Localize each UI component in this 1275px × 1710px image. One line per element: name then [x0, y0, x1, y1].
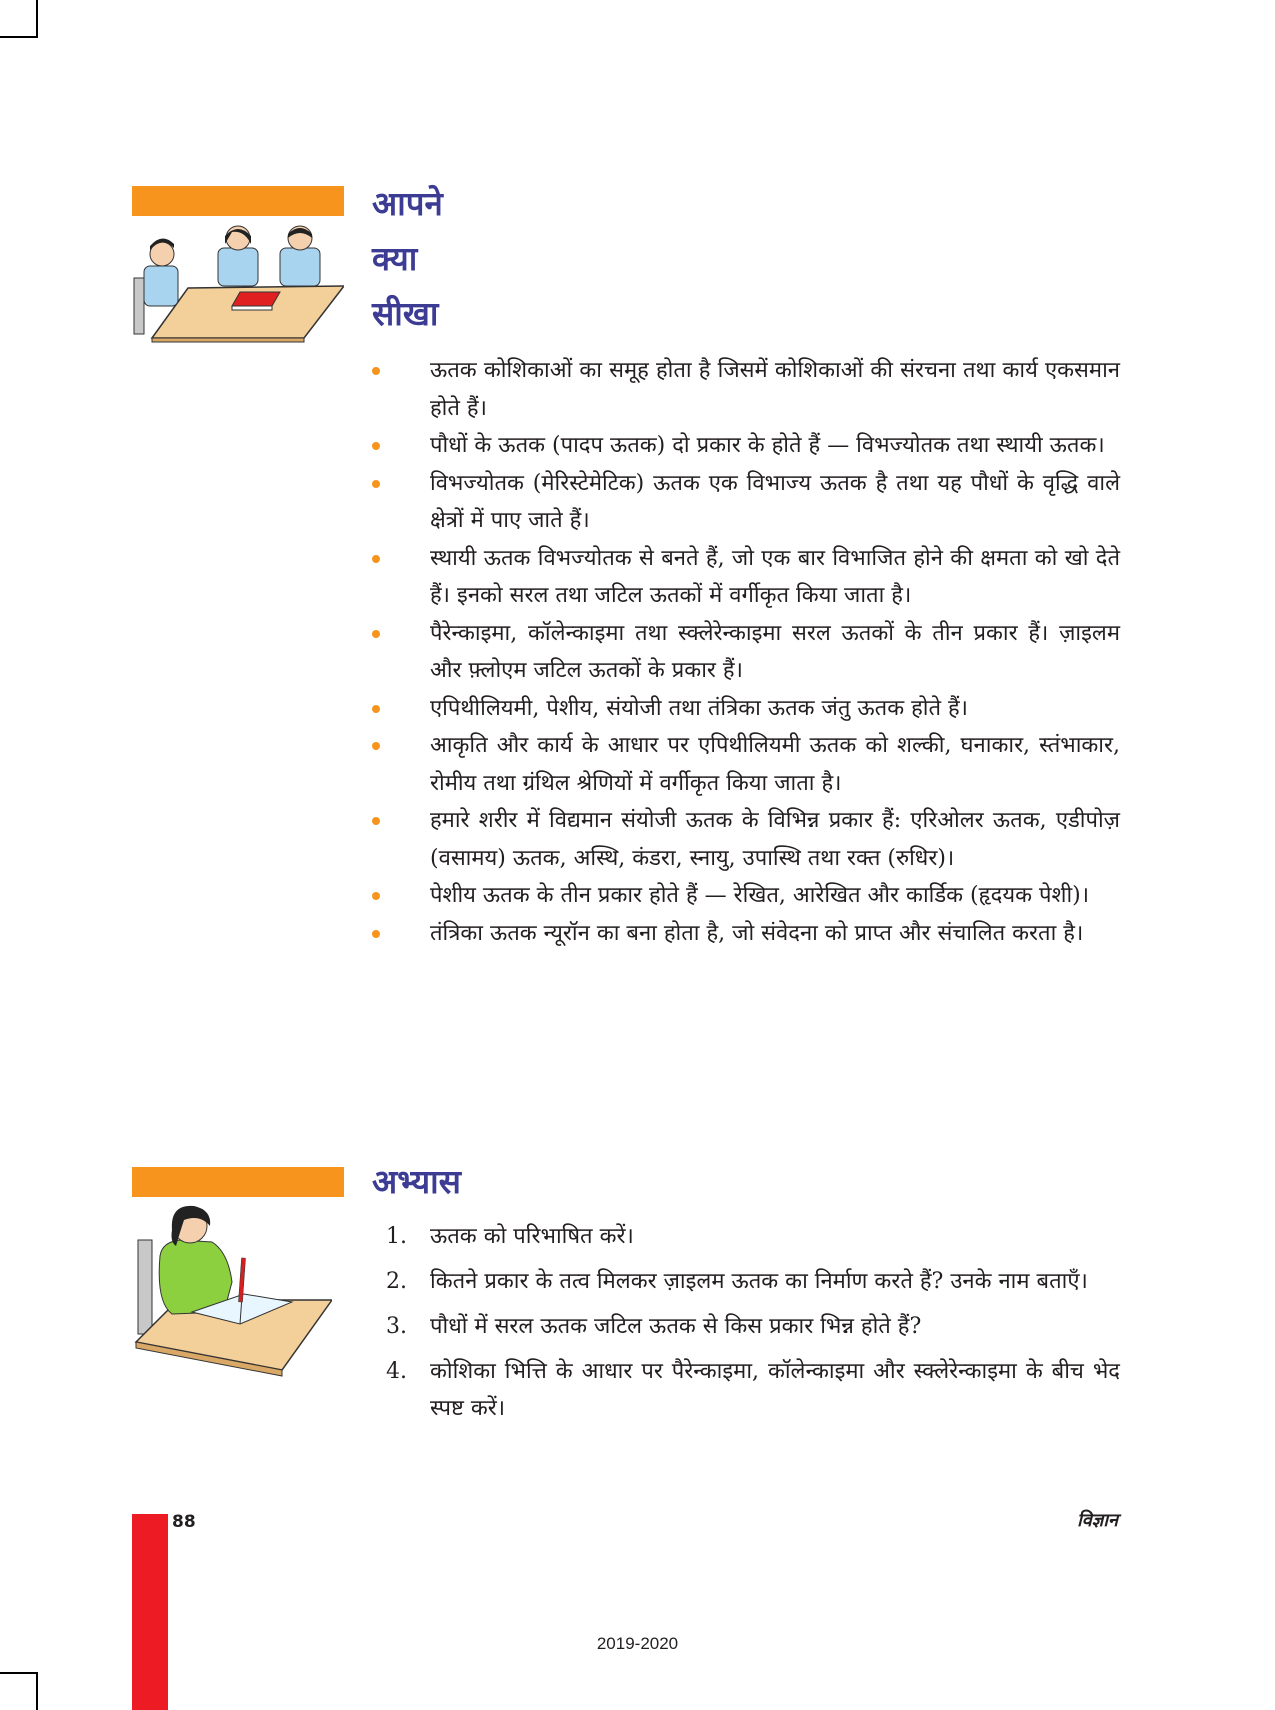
summary-point [372, 465, 1120, 540]
question-text: कितने प्रकार के तत्व मिलकर ज़ाइलम ऊतक का निर्माण करते हैं? उनके नाम बताएँ। [430, 1269, 1088, 1294]
section-title-line: सीखा [372, 294, 439, 333]
summary-point [372, 915, 1120, 953]
summary-point-text: हमारे शरीर में विद्यमान संयोजी ऊतक के विभिन्न प्रकार हैं: एरिओलर ऊतक, एडीपोज़ (वसामय) ऊतक, अस्थि, कंडरा, स्नायु, उपास्थि तथा रक्त (रुधिर)। [430, 808, 1120, 871]
question-text: कोशिका भित्ति के आधार पर पैरेन्काइमा, कॉलेन्काइमा और स्क्लेरेन्काइमा के बीच भेद स्पष्ट करें। [430, 1359, 1120, 1421]
bullet-dot-icon [372, 892, 380, 900]
exercise-question [372, 1308, 1120, 1345]
summary-points-list [372, 352, 1120, 952]
question-number: 2. [386, 1269, 407, 1294]
section-title-line: आपने [372, 184, 443, 223]
crop-mark-top-vertical [36, 0, 38, 38]
question-number: 4. [386, 1359, 407, 1384]
summary-point-text: स्थायी ऊतक विभज्योतक से बनते हैं, जो एक बार विभाजित होने की क्षमता को खो देते हैं। इनको सरल तथा जटिल ऊतकों में वर्गीकृत किया जाता है। [430, 545, 1120, 608]
crop-mark-top-horizontal [0, 36, 38, 38]
crop-mark-bottom-horizontal [0, 1672, 38, 1674]
summary-point-text: ऊतक कोशिकाओं का समूह होता है जिसमें कोशिकाओं की संरचना तथा कार्य एकसमान होते हैं। [430, 358, 1120, 421]
summary-point [372, 352, 1120, 427]
summary-point [372, 877, 1120, 915]
bullet-dot-icon [372, 930, 380, 938]
section-accent-bar-exercises [132, 1167, 344, 1197]
girl-writing-illustration [132, 1202, 332, 1386]
section-accent-bar-learnt [132, 186, 344, 216]
question-text: पौधों में सरल ऊतक जटिल ऊतक से किस प्रकार भिन्न होते हैं? [430, 1314, 922, 1339]
summary-point-text: विभज्योतक (मेरिस्टेमेटिक) ऊतक एक विभाज्य ऊतक है तथा यह पौधों के वृद्धि वाले क्षेत्रों में पाए जाते हैं। [430, 470, 1120, 533]
students-discussion-illustration [132, 222, 344, 346]
summary-point [372, 615, 1120, 690]
exercise-question [372, 1263, 1120, 1300]
page-number: 88 [172, 1512, 196, 1532]
bullet-dot-icon [372, 630, 380, 638]
book-title: विज्ञान [1077, 1510, 1118, 1531]
summary-point [372, 540, 1120, 615]
exercise-question [372, 1353, 1120, 1427]
question-number: 3. [386, 1314, 407, 1339]
exercise-question [372, 1218, 1120, 1255]
section-title-line: अभ्यास [372, 1162, 461, 1201]
bullet-dot-icon [372, 817, 380, 825]
summary-point-text: आकृति और कार्य के आधार पर एपिथीलियमी ऊतक को शल्की, घनाकार, स्तंभाकार, रोमीय तथा ग्रंथिल श्रेणियों में वर्गीकृत किया जाता है। [430, 733, 1120, 796]
summary-point [372, 727, 1120, 802]
summary-point-text: तंत्रिका ऊतक न्यूरॉन का बना होता है, जो संवेदना को प्राप्त और संचालित करता है। [430, 920, 1084, 946]
summary-point-text: पौधों के ऊतक (पादप ऊतक) दो प्रकार के होते हैं — विभज्योतक तथा स्थायी ऊतक। [430, 433, 1105, 458]
edition-year: 2019-2020 [596, 1634, 679, 1653]
page-edge-red-strip [132, 1514, 168, 1710]
bullet-dot-icon [372, 555, 380, 563]
section-title-exercises [372, 1154, 461, 1209]
summary-point-text: पेशीय ऊतक के तीन प्रकार होते हैं — रेखित, आरेखित और कार्डिक (हृदयक पेशी)। [430, 883, 1090, 908]
crop-mark-bottom-vertical [36, 1672, 38, 1710]
question-text: ऊतक को परिभाषित करें। [430, 1224, 634, 1249]
summary-point-text: पैरेन्काइमा, कॉलेन्काइमा तथा स्क्लेरेन्काइमा सरल ऊतकों के तीन प्रकार हैं। ज़ाइलम और फ़्लोएम जटिल ऊतकों के प्रकार हैं। [430, 620, 1120, 683]
summary-point [372, 690, 1120, 728]
bullet-dot-icon [372, 367, 380, 375]
summary-point [372, 427, 1120, 465]
exercise-questions-list [372, 1218, 1120, 1435]
bullet-dot-icon [372, 480, 380, 488]
question-number: 1. [386, 1224, 407, 1249]
summary-point-text: एपिथीलियमी, पेशीय, संयोजी तथा तंत्रिका ऊतक जंतु ऊतक होते हैं। [430, 695, 969, 721]
bullet-dot-icon [372, 742, 380, 750]
bullet-dot-icon [372, 442, 380, 450]
section-title-learnt [372, 176, 443, 341]
summary-point [372, 802, 1120, 877]
bullet-dot-icon [372, 705, 380, 713]
section-title-line: क्या [372, 239, 418, 278]
